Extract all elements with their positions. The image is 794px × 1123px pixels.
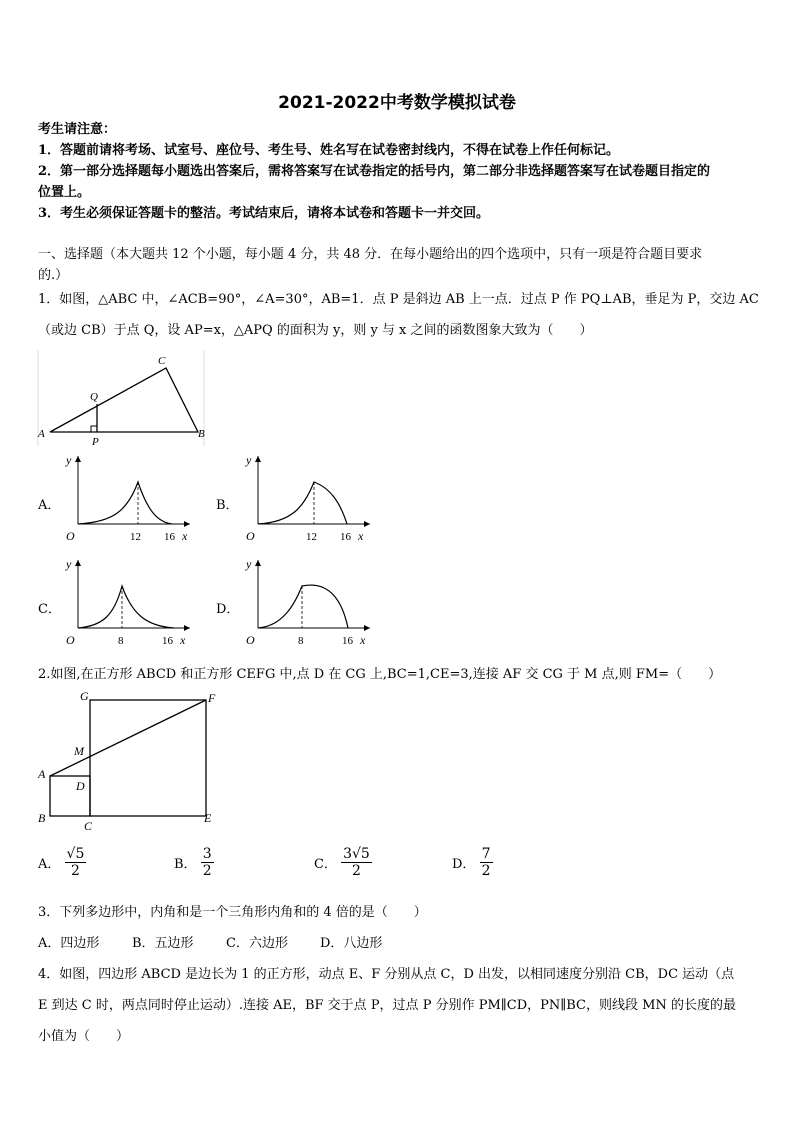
q1-text-cont: （或边 CB）于点 Q，设 AP=x，△APQ 的面积为 y，则 y 与 x 之间的函数图象大致为（ ）	[38, 323, 593, 338]
point-p-label: P	[92, 436, 99, 446]
notice-item: 位置上。	[38, 185, 91, 200]
section-heading-cont: 的.）	[38, 268, 69, 283]
q1-option-a-label: A．	[38, 498, 61, 513]
q1-option-d-graph	[242, 556, 372, 654]
option-label: C．	[314, 857, 337, 872]
y-axis-label: y	[246, 557, 252, 571]
vertex-d-label: D	[76, 779, 85, 793]
notice-item: 2．第一部分选择题每小题选出答案后，需将答案写在试卷指定的括号内，第二部分非选择题答案写在试卷题目指定的	[38, 164, 711, 179]
fraction-numerator: 7	[481, 846, 491, 862]
fraction-numerator: 3√5	[343, 846, 370, 862]
tick-end-label: 16	[342, 635, 353, 647]
origin-label: O	[66, 529, 75, 543]
tick-peak-label: 8	[298, 635, 304, 647]
point-q-label: Q	[90, 391, 98, 403]
notice-item: 1．答题前请将考场、试室号、座位号、考生号、姓名写在试卷密封线内，不得在试卷上作任何标记。	[38, 143, 620, 158]
q2-text: 2.如图,在正方形 ABCD 和正方形 CEFG 中,点 D 在 CG 上,BC=1,CE=3,连接 AF 交 CG 于 M 点,则 FM=（ ）	[38, 667, 722, 682]
q1-option-d-label: D．	[216, 602, 240, 617]
x-axis-label: x	[360, 633, 366, 647]
y-axis-label: y	[66, 453, 72, 467]
q1-text: 1．如图，△ABC 中，∠ACB=90°，∠A=30°，AB=1．点 P 是斜边 AB 上一点．过点 P 作 PQ⊥AB，垂足为 P，交边 AC	[38, 292, 759, 307]
vertex-e-label: E	[204, 811, 212, 825]
q3-option-d: D．八边形	[320, 936, 383, 951]
page-title: 2021-2022中考数学模拟试卷	[278, 93, 516, 113]
point-m-label: M	[74, 744, 84, 758]
q1-option-b-label: B．	[216, 498, 239, 513]
notice-item: 3．考生必须保证答题卡的整洁。考试结束后，请将本试卷和答题卡一并交回。	[38, 206, 490, 221]
vertex-b-label: B	[38, 811, 46, 825]
option-label: D．	[452, 857, 476, 872]
fraction-numerator: 3	[202, 846, 212, 862]
notice-heading: 考生请注意：	[38, 122, 117, 137]
q2-squares-figure	[34, 688, 224, 834]
q1-option-b-graph	[242, 452, 372, 550]
tick-peak-label: 8	[118, 635, 124, 647]
x-axis-label: x	[182, 529, 188, 543]
section-heading: 一、选择题（本大题共 12 个小题，每小题 4 分，共 48 分．在每小题给出的四个选项中，只有一项是符合题目要求	[38, 247, 703, 262]
vertex-a-label: A	[38, 767, 46, 781]
fraction-denominator: 2	[481, 863, 491, 879]
fraction	[341, 846, 372, 879]
vertex-c-label: C	[158, 355, 166, 367]
q1-option-c-graph	[62, 556, 192, 654]
vertex-b-label: B	[198, 428, 205, 440]
tick-end-label: 16	[162, 635, 173, 647]
q1-triangle-figure	[34, 350, 214, 446]
q3-text: 3．下列多边形中，内角和是一个三角形内角和的 4 倍的是（ ）	[38, 905, 427, 920]
x-axis-label: x	[180, 633, 186, 647]
fraction-denominator: 2	[70, 863, 80, 879]
fraction-numerator: √5	[66, 846, 85, 862]
vertex-a-label: A	[38, 428, 45, 440]
y-axis-label: y	[246, 453, 252, 467]
q4-text: 4．如图，四边形 ABCD 是边长为 1 的正方形，动点 E、F 分别从点 C，D 出发，以相同速度分别沿 CB，DC 运动（点	[38, 967, 735, 982]
origin-label: O	[246, 633, 255, 647]
tick-peak-label: 12	[130, 531, 141, 543]
q1-option-a-graph	[62, 452, 192, 550]
q2-option-d	[452, 846, 493, 879]
fraction-denominator: 2	[352, 863, 361, 879]
tick-end-label: 16	[164, 531, 175, 543]
q4-text-cont: E 到达 C 时，两点同时停止运动）.连接 AE，BF 交于点 P，过点 P 分别作 PM∥CD，PN∥BC，则线段 MN 的长度的最	[38, 998, 736, 1013]
q2-option-a	[38, 846, 86, 879]
fraction	[65, 846, 87, 879]
option-label: A．	[38, 857, 61, 872]
tick-end-label: 16	[340, 531, 351, 543]
q2-option-b	[174, 846, 214, 879]
vertex-f-label: F	[208, 691, 216, 705]
q1-option-c-label: C．	[38, 602, 61, 617]
vertex-g-label: G	[80, 689, 89, 703]
q3-option-a: A．四边形	[38, 936, 100, 951]
y-axis-label: y	[66, 557, 72, 571]
q4-text-cont: 小值为（ ）	[38, 1029, 130, 1044]
x-axis-label: x	[358, 529, 364, 543]
q2-option-c	[314, 846, 372, 879]
origin-label: O	[66, 633, 75, 647]
origin-label: O	[246, 529, 255, 543]
option-label: B．	[174, 857, 197, 872]
tick-peak-label: 12	[306, 531, 317, 543]
fraction	[201, 846, 214, 879]
fraction-denominator: 2	[202, 863, 212, 879]
vertex-c-label: C	[84, 819, 93, 833]
fraction	[480, 846, 493, 879]
q3-option-b: B．五边形	[132, 936, 194, 951]
q3-option-c: C．六边形	[226, 936, 288, 951]
